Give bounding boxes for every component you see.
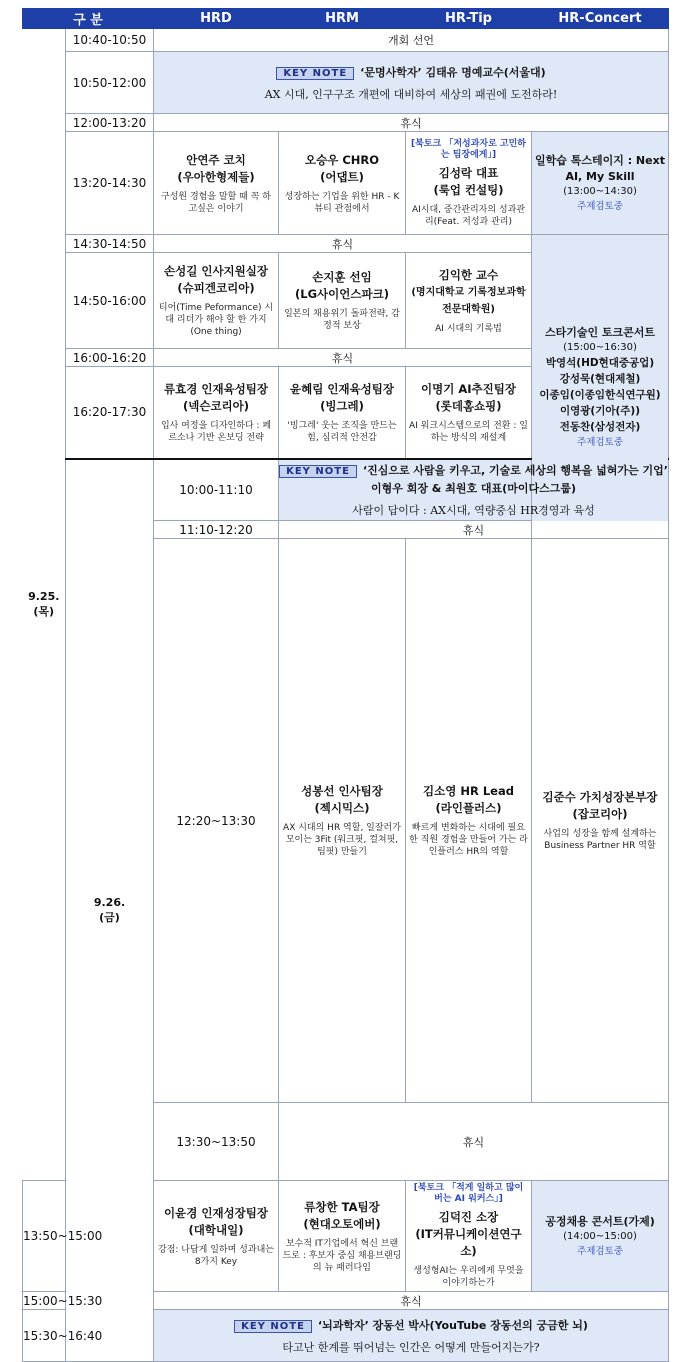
time-cell: 16:20-17:30: [66, 367, 154, 459]
break-label: 휴식: [154, 235, 532, 253]
booktalk-tag: [북토크 「저성과자로 고민하는 팀장에게」]: [410, 138, 526, 160]
break-label: 휴식: [154, 1292, 669, 1310]
day1-dow: (목): [33, 605, 55, 618]
concert-person: 박영석(HD현대중공업): [545, 356, 655, 369]
concert-cell: [532, 132, 669, 235]
session-hrd: [154, 367, 279, 459]
time-cell: 13:50~15:00: [23, 1181, 66, 1292]
concert-title: 일학습 톡스테이지 : Next AI, My Skill: [535, 154, 665, 183]
speaker-name: 김준수 가치성장본부장: [542, 790, 658, 805]
concert-time: (15:00~16:30): [563, 341, 637, 353]
session-hrd: [279, 539, 406, 1103]
break-label: 휴식: [279, 521, 669, 539]
day2-date: 9.26.: [93, 895, 126, 909]
time-cell: 10:00-11:10: [154, 459, 279, 521]
day2-dow: (금): [99, 910, 120, 924]
keynote-speakers: 이형우 회장 & 최원호 대표(마이다스그룹): [371, 481, 576, 495]
session-hrd: [154, 132, 279, 235]
speaker-name: 이명기 AI추진팀장: [421, 381, 516, 396]
speaker-name: 윤혜림 인재육성팀장: [290, 381, 394, 396]
session-desc: 입사 여정을 디자인하다 : 페르소나 기반 온보딩 전략: [160, 420, 272, 443]
concert-person: 전동찬(삼성전자): [559, 420, 641, 433]
session-hrtip: [406, 253, 532, 349]
booktalk-tag: [북토크 「적게 일하고 많이 버는 AI 워커스」]: [413, 1183, 524, 1204]
schedule-table: [22, 8, 669, 1362]
speaker-name: 안연주 코치: [186, 152, 246, 167]
session-hrd: [154, 1181, 279, 1292]
speaker-org: (넥슨코리아): [182, 398, 250, 413]
break-label: 휴식: [279, 1103, 669, 1181]
concert-cell: [532, 1181, 669, 1292]
break-label: 휴식: [154, 114, 669, 132]
session-hrtip: [406, 367, 532, 459]
session-desc: AI 시대의 기록법: [435, 323, 502, 334]
day2-date-cell: [66, 459, 154, 1362]
concert-tag: 주제검토중: [577, 436, 623, 448]
keynote-subtitle: 타고난 한계를 뛰어넘는 인간은 어떻게 만들어지는가?: [282, 1340, 540, 1354]
session-hrm: [406, 539, 532, 1103]
keynote-badge: KEY NOTE: [279, 465, 357, 478]
header-hrm: HRM: [279, 9, 406, 29]
speaker-name: 김익한 교수: [438, 267, 499, 282]
speaker-name: 손성길 인사지원실장: [164, 264, 268, 278]
time-cell: 14:50-16:00: [66, 253, 154, 349]
keynote-cell: [154, 1310, 669, 1362]
keynote-cell: [154, 52, 669, 114]
day1-date-cell: [23, 29, 66, 1181]
session-desc: 구성원 경험을 말할 때 꼭 하고싶은 이야기: [161, 191, 271, 214]
opening-label: 개회 선언: [154, 29, 669, 52]
concert-person: 강성묵(현대제철): [559, 372, 641, 385]
session-desc: '빙그레' 웃는 조직을 만드는 힘, 심리적 안전감: [287, 420, 397, 443]
session-hrm: [279, 132, 406, 235]
time-cell: 13:20-14:30: [66, 132, 154, 235]
session-hrtip: [532, 539, 669, 1103]
speaker-name: 이윤경 인재성장팀장: [164, 1205, 268, 1220]
header-hrconcert: HR-Concert: [532, 9, 669, 29]
speaker-name: 김소영 HR Lead: [423, 784, 514, 799]
keynote-subtitle: 사람이 답이다 : AX시대, 역량중심 HR경영과 육성: [352, 503, 595, 517]
session-desc: AI시대, 중간관리자의 성과관리(Feat. 저성과 관리): [411, 204, 526, 227]
concert-title: 공정채용 콘서트(가제): [545, 1215, 655, 1228]
time-cell: 10:40-10:50: [66, 29, 154, 52]
speaker-org: (대학내일): [188, 1222, 244, 1237]
header-hrtip: HR-Tip: [406, 9, 532, 29]
speaker-org: (빙그레): [320, 398, 364, 413]
header-gubun: 구 분: [23, 9, 154, 29]
keynote-title: ‘진심으로 사람을 키우고, 기술로 세상의 행복을 넓혀가는 기업’: [362, 463, 668, 477]
session-desc: 성장하는 기업을 위한 HR - K뷰티 관점에서: [284, 191, 400, 214]
concert-person: 이종임(이종임한식연구원): [539, 388, 661, 401]
session-desc: AI 워크시스템으로의 전환 : 일하는 방식의 재설계: [409, 420, 528, 443]
time-cell: 15:00~15:30: [23, 1293, 103, 1308]
session-desc: 강점: 나답게 일하며 성과내는 8가지 Key: [158, 1244, 274, 1267]
speaker-org: (라인플러스): [435, 801, 502, 816]
speaker-name: 김덕진 소장: [438, 1210, 499, 1224]
concert-title: 스타기술인 토크콘서트: [544, 325, 656, 339]
session-desc: 사업의 성장을 함께 설계하는 Business Partner HR 역할: [543, 829, 657, 852]
time-cell: 16:00-16:20: [66, 349, 154, 367]
session-desc: AX 시대의 HR 역할, 일잘러가 모이는 3Fit (워크핏, 컬쳐핏, 팀핏) 만들기: [283, 823, 401, 858]
session-desc: 빠르게 변화하는 시대에 필요한 직원 경험을 만들어 가는 라인플러스 HR의 역할: [409, 823, 528, 858]
session-hrm: [279, 253, 406, 349]
header-row: [23, 9, 669, 29]
speaker-name: 성봉선 인사팀장: [301, 784, 383, 799]
speaker-org: (어댑트): [320, 169, 364, 184]
session-hrtip: [406, 132, 532, 235]
time-cell: 12:00-13:20: [66, 114, 154, 132]
session-hrtip: [406, 1181, 532, 1292]
speaker-org: (우아한형제들): [177, 169, 255, 184]
speaker-org: (젝시믹스): [314, 801, 370, 816]
session-desc: 티어(Time Peformance) 시대 리더가 해야 할 한 가지(One thing): [158, 303, 274, 337]
speaker-name: 김성락 대표: [438, 165, 499, 180]
day1-date: 9.25.: [28, 590, 60, 603]
speaker-name: 류창한 TA팀장: [304, 1199, 380, 1214]
concert-tag: 주제검토중: [577, 201, 623, 212]
header-hrd: HRD: [154, 9, 279, 29]
keynote-subtitle: AX 시대, 인구구조 개편에 대비하여 세상의 패권에 도전하라!: [264, 87, 558, 101]
speaker-org: (IT커뮤니케이션연구소): [415, 1227, 522, 1258]
session-desc: 보수적 IT기업에서 혁신 브랜드로 : 후보자 중심 채용브랜딩의 뉴 패러다임: [282, 1238, 402, 1273]
keynote-badge: KEY NOTE: [234, 1320, 312, 1333]
speaker-org: (LG사이언스파크): [295, 287, 389, 301]
speaker-name: 손지훈 선임: [312, 270, 372, 284]
concert-time: (13:00~14:30): [563, 186, 637, 197]
speaker-org: (룩업 컨설팅): [433, 182, 504, 197]
concert-tag: 주제검토중: [577, 1246, 623, 1257]
speaker-org: (슈피겐코리아): [177, 281, 255, 295]
keynote-badge: KEY NOTE: [276, 67, 354, 80]
session-hrm: [279, 367, 406, 459]
concert-time: (14:00~15:00): [563, 1231, 637, 1242]
keynote-title: ‘문명사학자’ 김태유 명예교수(서울대): [360, 65, 546, 79]
time-cell: 12:20~13:30: [154, 539, 279, 1103]
keynote-title: ‘뇌과학자’ 장동선 박사(YouTube 장동선의 궁금한 뇌): [317, 1318, 588, 1332]
speaker-org: (롯데홈쇼핑): [435, 398, 502, 413]
session-desc: 생성형AI는 우리에게 무엇을 이야기하는가: [413, 1266, 524, 1288]
time-cell: 13:30~13:50: [154, 1103, 279, 1181]
speaker-name: 류효경 인재육성팀장: [164, 381, 268, 396]
break-label: 휴식: [154, 349, 532, 367]
speaker-org: (잡코리아): [572, 807, 628, 822]
speaker-org: (명지대학교 기록정보과학전문대학원): [411, 286, 526, 315]
time-cell: 14:30-14:50: [66, 235, 154, 253]
time-cell: 10:50-12:00: [66, 52, 154, 114]
concert-person: 이영광(기아(주)): [559, 404, 641, 417]
session-hrd: [154, 253, 279, 349]
keynote-cell: [279, 459, 669, 521]
speaker-name: 오승우 CHRO: [304, 152, 380, 167]
time-cell: 15:30~16:40: [23, 1310, 66, 1362]
session-desc: 일본의 채용위기 돌파전략, 감정적 보상: [284, 309, 400, 331]
speaker-org: (현대오토에버): [303, 1216, 381, 1231]
time-cell: 11:10-12:20: [154, 521, 279, 539]
session-hrm: [279, 1181, 406, 1292]
